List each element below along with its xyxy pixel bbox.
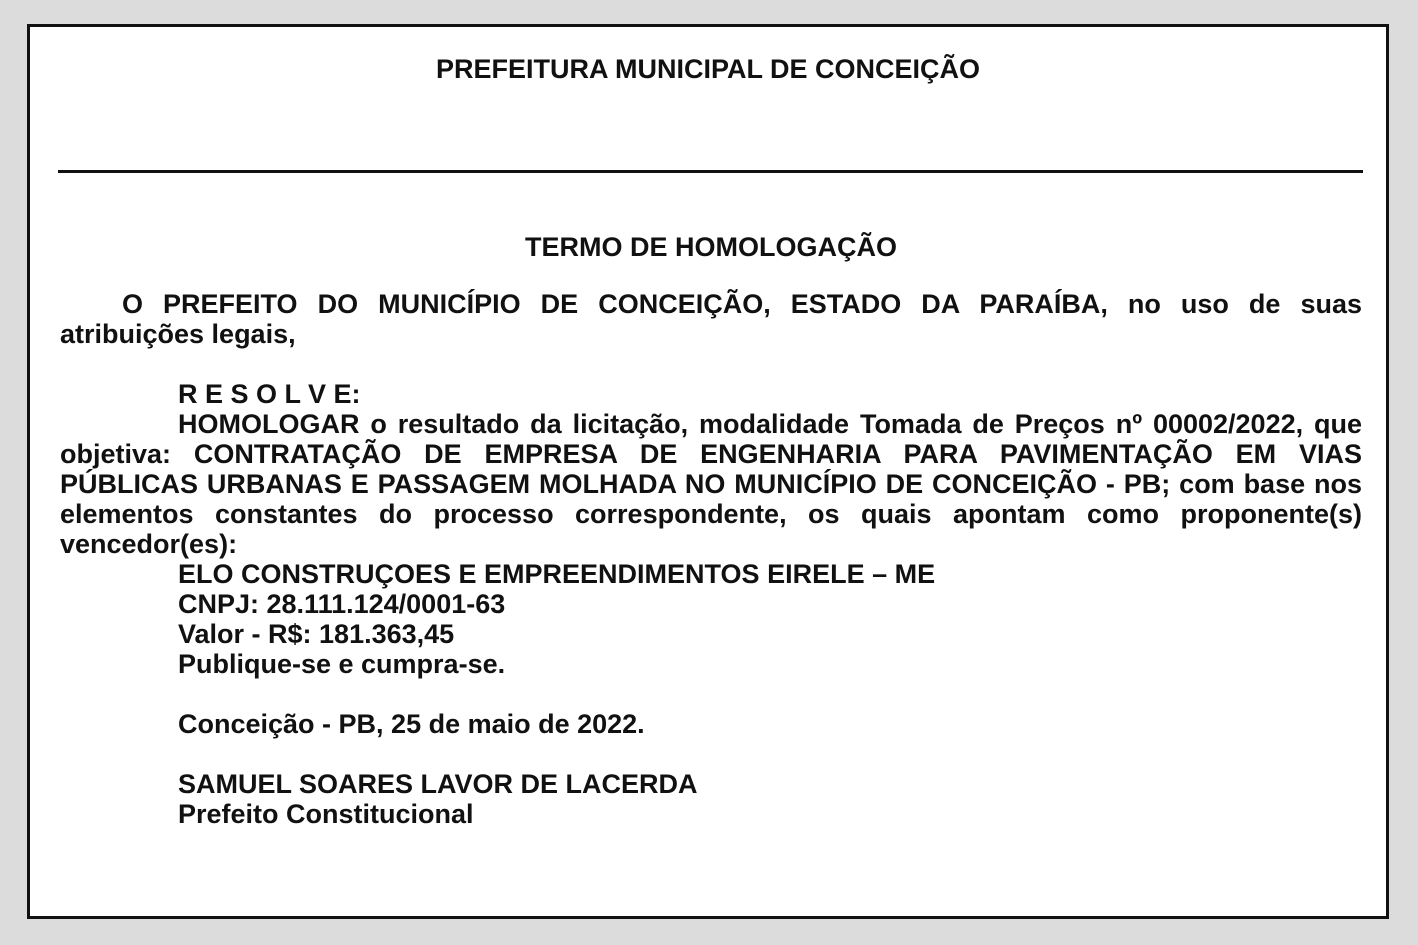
intro-paragraph: O PREFEITO DO MUNICÍPIO DE CONCEIÇÃO, ESTADO DA PARAÍBA, no uso de suas atribuições legais, xyxy=(60,289,1362,349)
winner-value: Valor - R$: 181.363,45 xyxy=(178,619,455,649)
date-line: Conceição - PB, 25 de maio de 2022. xyxy=(178,709,645,739)
winner-name: ELO CONSTRUÇOES E EMPREENDIMENTOS EIRELE – ME xyxy=(178,559,936,589)
document-title: TERMO DE HOMOLOGAÇÃO xyxy=(525,232,897,262)
resolve-heading: R E S O L V E: xyxy=(178,379,361,409)
publish-line: Publique-se e cumpra-se. xyxy=(178,649,506,679)
header-divider xyxy=(58,170,1363,173)
winner-cnpj: CNPJ: 28.111.124/0001-63 xyxy=(178,589,506,619)
document-body xyxy=(60,232,1362,829)
spacer xyxy=(60,679,1362,709)
signatory-role: Prefeito Constitucional xyxy=(178,799,474,829)
document-page xyxy=(27,24,1389,919)
homologation-paragraph: HOMOLOGAR o resultado da licitação, modalidade Tomada de Preços nº 00002/2022, que objetiva: CONTRATAÇÃO DE EMPRESA DE ENGENHARIA PARA PAVIMENTAÇÃO EM VIAS PÚBLICAS URBANAS E PASSAGEM MOLHADA NO MUNICÍPIO DE CONCEIÇÃO - PB; com base nos elementos constantes do processo correspondente, os quais apontam como proponente(s) vencedor(es): xyxy=(60,409,1362,559)
document-header: PREFEITURA MUNICIPAL DE CONCEIÇÃO xyxy=(435,54,981,84)
spacer xyxy=(60,349,1362,379)
spacer xyxy=(60,739,1362,769)
signatory-name: SAMUEL SOARES LAVOR DE LACERDA xyxy=(178,769,698,799)
